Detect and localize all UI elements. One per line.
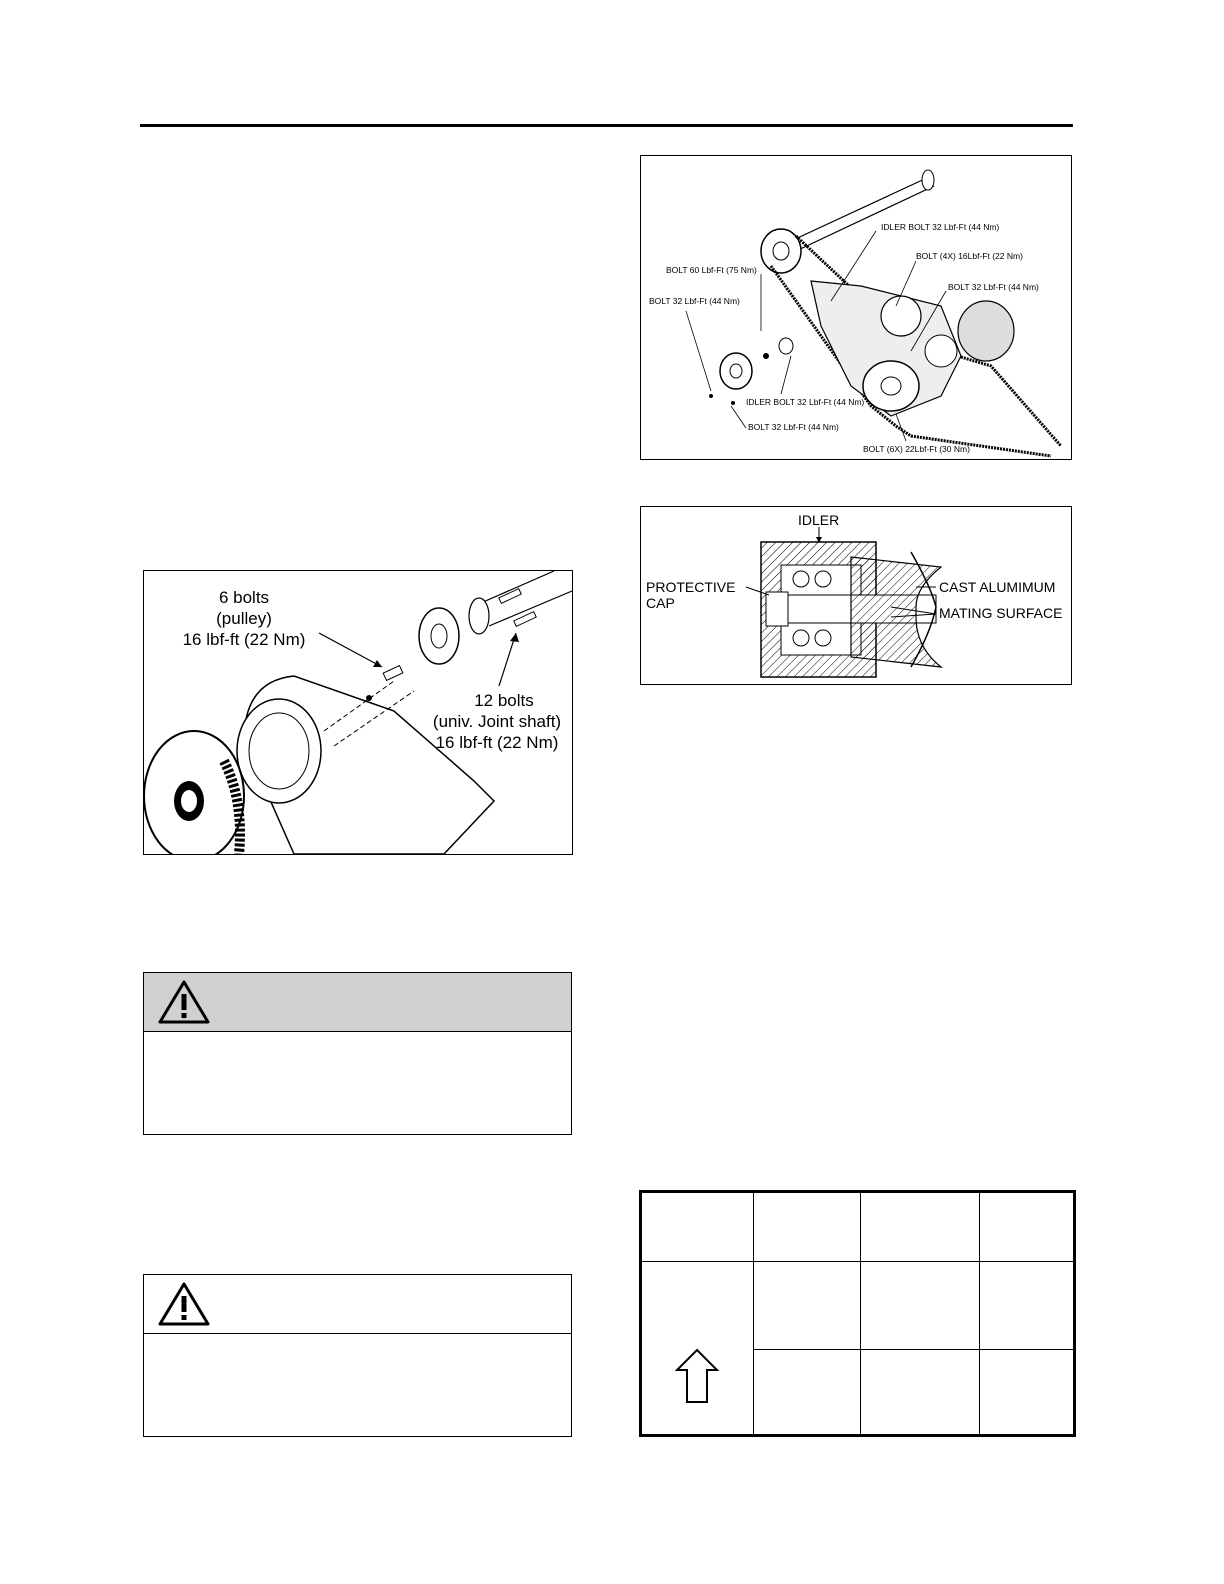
warning-box-2-header [144,1275,571,1334]
cast-aluminum-label: CAST ALUMIMUM [939,579,1056,595]
up-arrow-icon [675,1348,719,1409]
protective-cap-label-2: CAP [646,595,675,611]
header-rule [140,124,1073,127]
six-bolts-label-1: 6 bolts [218,588,270,607]
pulley-bolts-figure [143,570,573,855]
warning-box-1 [143,972,572,1135]
warning-triangle-icon [158,1281,210,1332]
twelve-bolts-label-1: 12 bolts [474,691,534,710]
twelve-bolts-label-3: 16 lbf-ft (22 Nm) [435,733,559,752]
table-header-row [641,1192,1075,1262]
table-cell [861,1192,980,1262]
idler-label: IDLER [798,512,840,528]
bolt-32-right-label: BOLT 32 Lbf-Ft (44 Nm) [948,282,1039,292]
idler-bolt-bottom-label: IDLER BOLT 32 Lbf-Ft (44 Nm) [746,397,865,407]
table-cell [861,1262,980,1350]
idler-bolt-top-label: IDLER BOLT 32 Lbf-Ft (44 Nm) [881,222,1000,232]
table-cell [980,1350,1075,1436]
belt-assembly-drawing [641,156,1071,459]
idler-section-figure [640,506,1072,685]
spec-table [640,1191,1075,1436]
bolt-32-left-label: BOLT 32 Lbf-Ft (44 Nm) [649,296,740,306]
warning-box-1-header [144,973,571,1032]
bolt-60-label: BOLT 60 Lbf-Ft (75 Nm) [666,265,757,275]
table-cell [754,1192,861,1262]
table-row [641,1262,1075,1350]
table-cell [754,1262,861,1350]
mating-surface-label: MATING SURFACE [939,605,1063,621]
six-bolts-label-3: 16 lbf-ft (22 Nm) [182,630,306,649]
six-bolts-label-2: (pulley) [216,609,272,628]
table-cell-icon [641,1262,754,1436]
table-cell [641,1192,754,1262]
table-cell [861,1350,980,1436]
warning-box-2 [143,1274,572,1437]
protective-cap-label-1: PROTECTIVE [646,579,736,595]
bolt-6x-label: BOLT (6X) 22Lbf-Ft (30 Nm) [863,444,970,454]
bolt-32-bottom-label: BOLT 32 Lbf-Ft (44 Nm) [748,422,839,432]
belt-assembly-figure [640,155,1072,460]
idler-section-drawing [641,507,1071,684]
table-cell [754,1350,861,1436]
warning-triangle-icon [158,979,210,1030]
twelve-bolts-label-2: (univ. Joint shaft) [432,712,562,731]
table-cell [980,1262,1075,1350]
table-cell [980,1192,1075,1262]
bolt-4x-label: BOLT (4X) 16Lbf-Ft (22 Nm) [916,251,1023,261]
